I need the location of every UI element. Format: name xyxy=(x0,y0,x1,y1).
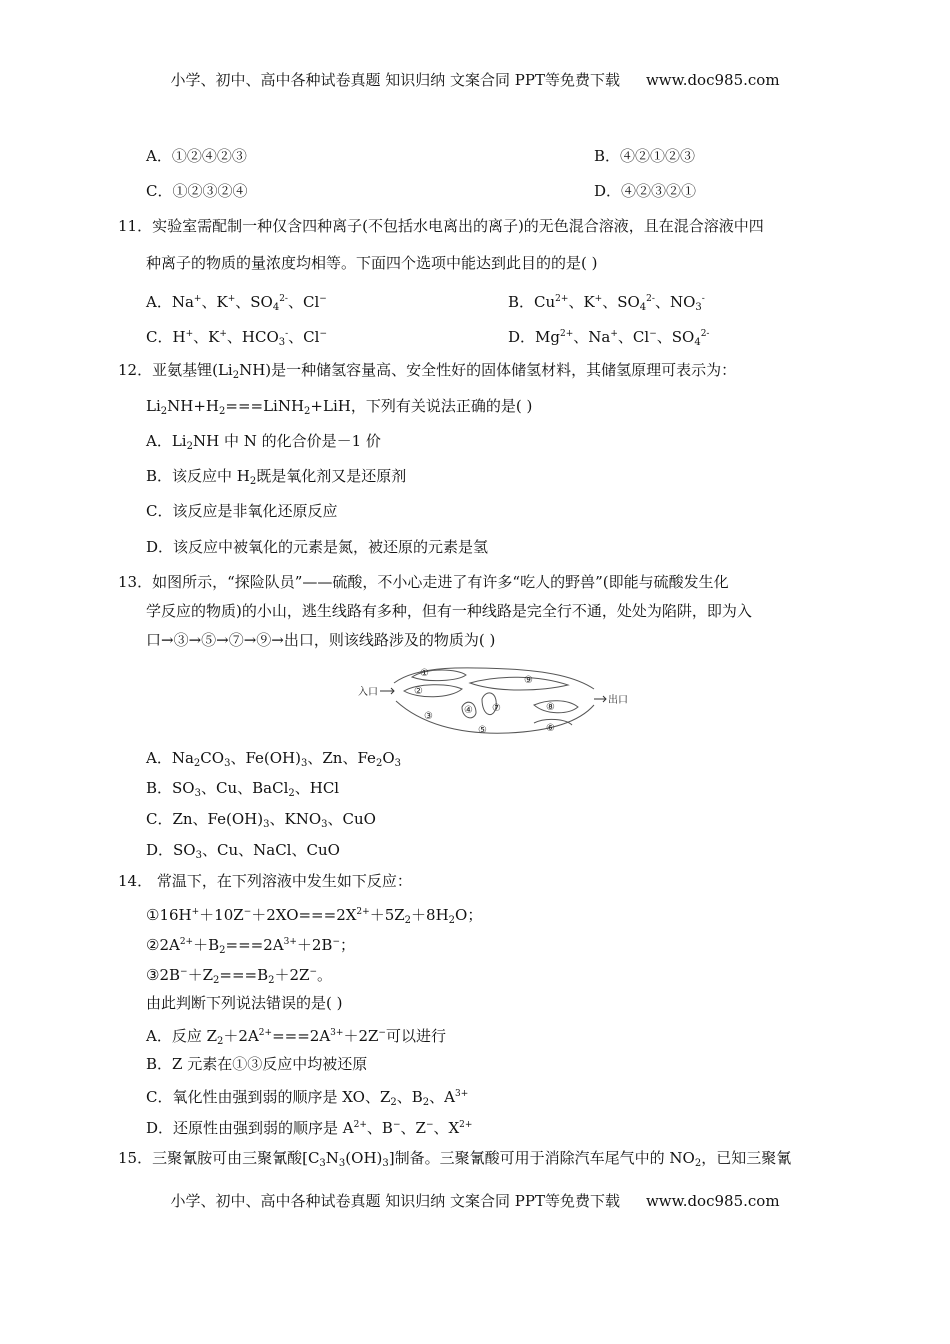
q14-ask: 由此判断下列说法错误的是( ) xyxy=(146,994,343,1012)
figure-node-4: ④ xyxy=(464,705,473,716)
q11-stem-line2: 种离子的物质的量浓度均相等。下面四个选项中能达到此目的的是( ) xyxy=(146,254,598,272)
q15-stem-line1: 15．三聚氰胺可由三聚氰酸$[C_3N_3(OH)_3]$制备。三聚氰酸可用于消除汽车尾气中的 $NO_2$，已知三聚氰 xyxy=(118,1149,792,1169)
q11-stem-line1: 11．实验室需配制一种仅含四种离子(不包括水电离出的离子)的无色混合溶液，且在混合溶液中四 xyxy=(118,217,764,235)
q12-stem-line1: 12．亚氨基锂$(Li_2NH)$是一种储氢容量高、安全性好的固体储氢材料，其储氢原理可表示为： xyxy=(118,361,737,381)
q10-option-d: D．④②③②① xyxy=(594,182,697,200)
figure-node-1: ① xyxy=(420,668,429,679)
mountain-maze-figure xyxy=(358,661,628,739)
figure-node-6: ⑥ xyxy=(546,723,555,734)
figure-label-exit: 出口 xyxy=(608,695,628,706)
q13-stem-line3: 口→③→⑤→⑦→⑨→出口，则该线路涉及的物质为( ) xyxy=(146,631,496,649)
q13-option-b: B．$SO_3$、Cu、BaCl$_2$、HCl xyxy=(146,779,340,799)
maze-blob-upper xyxy=(470,677,568,690)
q12-option-c: C．该反应是非氧化还原反应 xyxy=(146,502,338,520)
maze-blob-2 xyxy=(404,685,462,697)
q13-option-c: C．Zn、$Fe(OH)_3$、$KNO_3$、CuO xyxy=(146,810,376,830)
maze-blob-8 xyxy=(534,701,578,713)
q14-option-a: A．反应 $Z_2+2A^{2+}===2A^{3+}+2Z^-$可以进行 xyxy=(146,1027,446,1047)
q14-option-c: C．氧化性由强到弱的顺序是 XO、$Z_2$、$B_2$、$A^{3+}$ xyxy=(146,1088,469,1108)
footer-url: www.doc985.com xyxy=(645,1192,780,1210)
figure-node-7: ⑦ xyxy=(492,703,501,714)
figure-node-3: ③ xyxy=(424,711,433,722)
header-url: www.doc985.com xyxy=(645,71,780,89)
q13-stem-line2: 学反应的物质)的小山，逃生线路有多种，但有一种线路是完全行不通，处处为陷阱，即为入 xyxy=(146,602,752,620)
footer-text: 小学、初中、高中各种试卷真题 知识归纳 文案合同 PPT等免费下载 xyxy=(170,1192,620,1210)
q14-reaction-1: $①16H^++10Z^-+2XO===2X^{2+}+5Z_2+8H_2O$； xyxy=(146,906,483,926)
q13-option-a: A．$Na_2CO_3$、$Fe(OH)_3$、Zn、$Fe_2O_3$ xyxy=(146,749,401,769)
q13-option-d: D．$SO_3$、Cu、NaCl、CuO xyxy=(146,841,340,861)
figure-node-5: ⑤ xyxy=(478,725,487,736)
header-text: 小学、初中、高中各种试卷真题 知识归纳 文案合同 PPT等免费下载 xyxy=(170,71,620,89)
q14-option-d: D．还原性由强到弱的顺序是 $A^{2+}$、B−、Z−、$X^{2+}$ xyxy=(146,1119,473,1137)
q14-option-b: B．Z 元素在①③反应中均被还原 xyxy=(146,1055,368,1073)
q11-option-a: A．Na+、K+、$SO_4^{2-}$、Cl− xyxy=(146,293,327,313)
q13-stem-line1: 13．如图所示，“探险队员”——硫酸，不小心走进了有许多“吃人的野兽”(即能与硫酸发生化 xyxy=(118,573,729,591)
q14-stem: 14． 常温下，在下列溶液中发生如下反应： xyxy=(118,872,412,890)
figure-node-2: ② xyxy=(414,686,423,697)
q14-reaction-2: $②2A^{2+}+B_2===2A^{3+}+2B^-$； xyxy=(146,936,356,956)
figure-node-8: ⑧ xyxy=(546,702,555,713)
q10-option-a: A．①②④②③ xyxy=(146,147,247,165)
q11-option-b: B．$Cu^{2+}$、K+、$SO_4^{2-}$、$NO_3^-$ xyxy=(508,293,705,313)
q12-option-a: A．$Li_2NH$ 中 N 的化合价是－1 价 xyxy=(146,432,381,452)
q12-option-b: B．该反应中 $H_2$既是氧化剂又是还原剂 xyxy=(146,467,407,487)
q12-equation: $Li_2NH+H_2===LiNH_2+LiH$，下列有关说法正确的是( ) xyxy=(146,397,533,417)
q11-option-d: D．$Mg^{2+}$、Na+、Cl−、$SO_4^{2-}$ xyxy=(508,328,710,348)
q10-option-b: B．④②①②③ xyxy=(594,147,696,165)
q11-option-c: C．H+、K+、$HCO_3^-$、Cl− xyxy=(146,328,327,348)
page-footer xyxy=(0,1191,950,1211)
q14-reaction-3: $③2B^-+Z_2===B_2+2Z^-$。 xyxy=(146,966,333,986)
figure-node-9: ⑨ xyxy=(524,675,533,686)
q10-option-c: C．①②③②④ xyxy=(146,182,248,200)
page-header xyxy=(0,70,950,90)
figure-label-entrance: 入口 xyxy=(358,687,378,698)
q12-option-d: D．该反应中被氧化的元素是氮，被还原的元素是氢 xyxy=(146,538,489,556)
